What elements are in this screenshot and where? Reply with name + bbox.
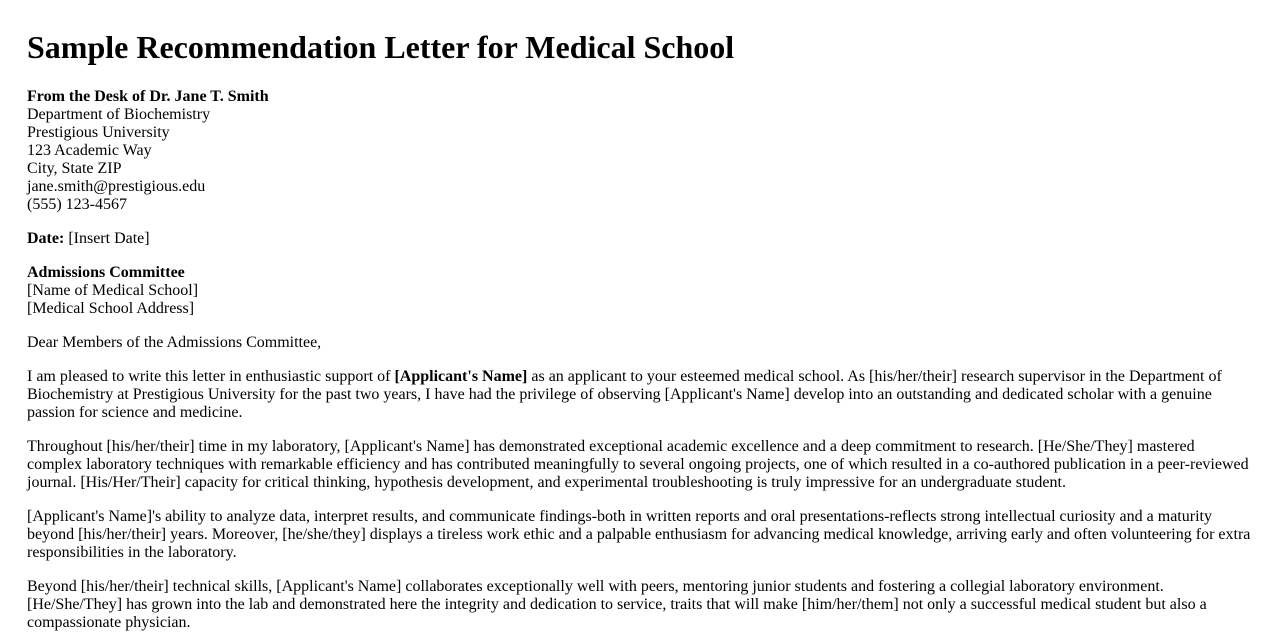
sender-city-state-zip: City, State ZIP bbox=[27, 159, 122, 177]
sender-email: jane.smith@prestigious.edu bbox=[27, 177, 206, 195]
sender-name: From the Desk of Dr. Jane T. Smith bbox=[27, 87, 269, 105]
sender-address-block bbox=[27, 88, 1251, 214]
recipient-address-block bbox=[27, 264, 1251, 318]
paragraph-text: as an applicant to your esteemed medical school. As [his/her/their] research supervisor in the Department of Biochemistry at Prestigious University for the past two years, I have had the privilege of observing [Applicant's Name] develop into an outstanding and dedicated scholar with a genuine passion for science and medicine. bbox=[27, 367, 1222, 421]
sender-street: 123 Academic Way bbox=[27, 141, 152, 159]
page-title: Sample Recommendation Letter for Medical School bbox=[27, 29, 735, 66]
body-paragraph-3: [Applicant's Name]'s ability to analyze data, interpret results, and communicate findings-both in written reports and oral presentations-reflects strong intellectual curiosity and a maturity beyond [his/her/their] years. Moreover, [he/she/they] displays a tireless work ethic and a palpable enthusiasm for advancing medical knowledge, arriving early and often volunteering for extra responsibilities in the laboratory. bbox=[27, 507, 1251, 561]
body-paragraph-1 bbox=[27, 368, 1251, 422]
letter-document bbox=[27, 29, 1251, 631]
salutation: Dear Members of the Admissions Committee, bbox=[27, 333, 322, 351]
sender-phone: (555) 123-4567 bbox=[27, 195, 127, 213]
recipient-address-placeholder: [Medical School Address] bbox=[27, 299, 195, 317]
date-label: Date: bbox=[27, 229, 65, 247]
date-value: [Insert Date] bbox=[64, 229, 150, 247]
applicant-name-placeholder: [Applicant's Name] bbox=[394, 367, 528, 385]
date-line bbox=[27, 230, 1251, 248]
sender-department: Department of Biochemistry bbox=[27, 105, 211, 123]
paragraph-text: I am pleased to write this letter in enthusiastic support of bbox=[27, 367, 395, 385]
body-paragraph-2: Throughout [his/her/their] time in my laboratory, [Applicant's Name] has demonstrated exceptional academic excellence and a deep commitment to research. [He/She/They] mastered complex laboratory techniques with remarkable efficiency and has contributed meaningfully to several ongoing projects, one of which resulted in a co-authored publication in a peer-reviewed journal. [His/Her/Their] capacity for critical thinking, hypothesis development, and experimental troubleshooting is truly impressive for an undergraduate student. bbox=[27, 437, 1249, 491]
sender-institution: Prestigious University bbox=[27, 123, 170, 141]
body-paragraph-4: Beyond [his/her/their] technical skills, [Applicant's Name] collaborates exceptionally well with peers, mentoring junior students and fostering a collegial laboratory environment. [He/She/They] has grown into the lab and demonstrated here the integrity and dedication to service, traits that will make [him/her/them] not only a successful medical student but also a compassionate physician. bbox=[27, 577, 1207, 631]
recipient-school-placeholder: [Name of Medical School] bbox=[27, 281, 199, 299]
recipient-name: Admissions Committee bbox=[27, 263, 185, 281]
